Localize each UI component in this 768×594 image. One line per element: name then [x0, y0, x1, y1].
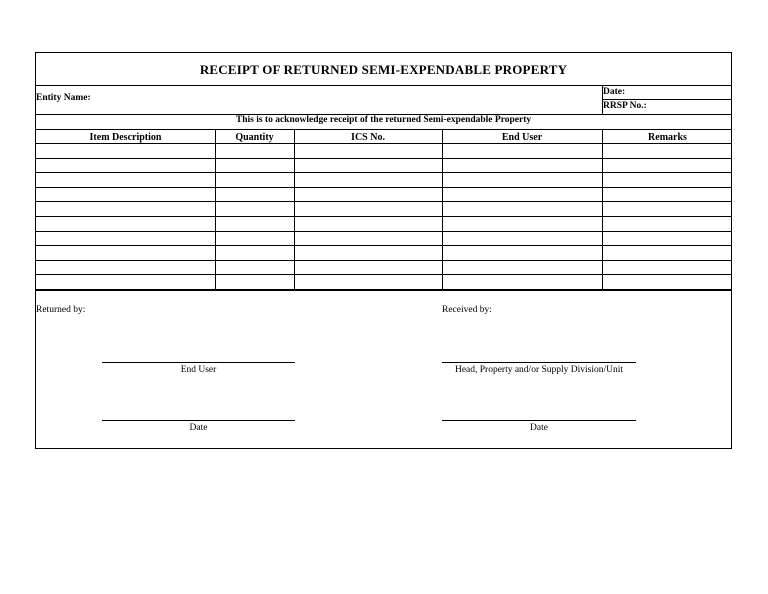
divider	[36, 85, 731, 86]
table-row-line	[36, 129, 731, 130]
table-column-line	[294, 129, 295, 290]
end-user-caption: End User	[180, 365, 217, 375]
table-column-line	[215, 129, 216, 290]
column-header-item-description: Item Description	[89, 132, 162, 143]
end-user-signature-line	[102, 362, 295, 363]
head-caption: Head, Property and/or Supply Division/Unit	[454, 365, 624, 375]
date-label: Date:	[603, 87, 626, 97]
receipt-form	[35, 52, 732, 449]
column-header-quantity: Quantity	[235, 132, 274, 143]
table-column-line	[602, 129, 603, 290]
column-header-ics-no: ICS No.	[351, 132, 385, 143]
column-header-remarks: Remarks	[648, 132, 687, 143]
returned-by-label: Returned by:	[36, 305, 86, 315]
table-row-line	[36, 158, 731, 159]
right-date-line	[442, 420, 636, 421]
table-row-line	[36, 201, 731, 202]
head-signature-line	[442, 362, 636, 363]
left-date-line	[102, 420, 295, 421]
table-row-line	[36, 143, 731, 144]
table-row-line	[36, 274, 731, 275]
table-row-line	[36, 260, 731, 261]
table-column-line	[442, 129, 443, 290]
received-by-label: Received by:	[442, 305, 492, 315]
table-bottom-line	[36, 290, 731, 291]
table-row-line	[36, 245, 731, 246]
column-header-end-user: End User	[501, 132, 543, 143]
table-row-line	[36, 172, 731, 173]
table-row-line	[36, 231, 731, 232]
divider	[602, 99, 731, 100]
form-title: RECEIPT OF RETURNED SEMI-EXPENDABLE PROPERTY	[199, 62, 568, 77]
table-row-line	[36, 187, 731, 188]
table-row-line	[36, 216, 731, 217]
rrsp-label: RRSP No.:	[603, 101, 647, 111]
acknowledgement-text: This is to acknowledge receipt of the returned Semi-expendable Property	[235, 115, 532, 125]
left-date-caption: Date	[189, 423, 208, 433]
right-date-caption: Date	[530, 423, 548, 433]
entity-name-label: Entity Name:	[36, 93, 91, 103]
